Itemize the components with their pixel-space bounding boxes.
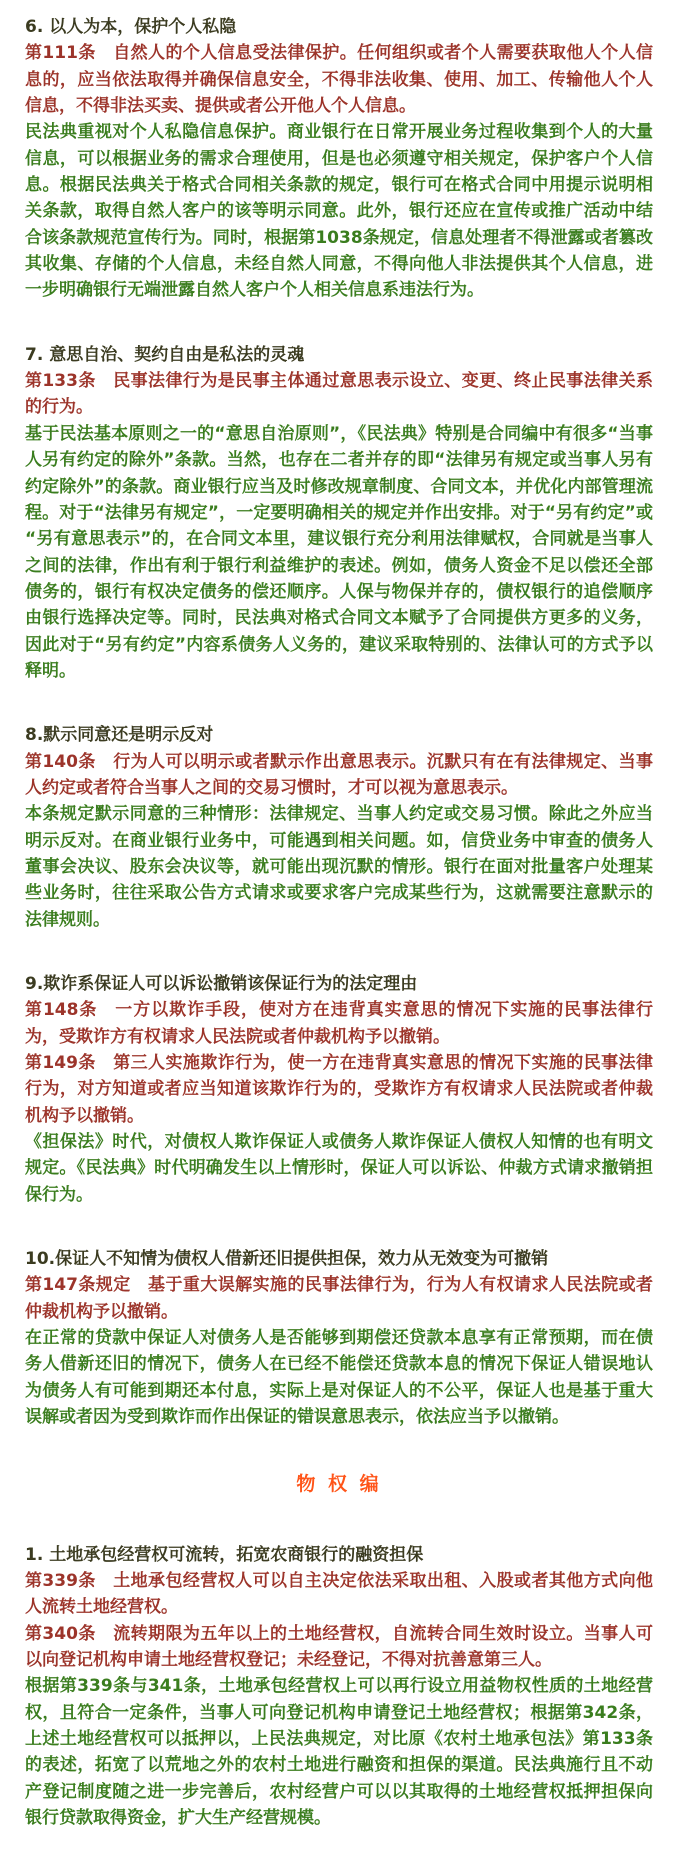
commentary-paragraph: 根据第339条与341条，土地承包经营权上可以再行设立用益物权性质的土地经营权，且符合一定条件，当事人可向登记机构申请登记土地经营权；根据第342条，上述土地经营权可以抵押以，上民法典规定，对比原《农村土地承包法》第133条的表述，拓宽了以荒地之外的农村土地进行融资和担保的渠道。民法典施行且不动产登记制度随之进一步完善后，农村经营户可以以其取得的土地经营权抵押担保向银行贷款取得资金，扩大生产经营规模。 <box>25 1676 653 1828</box>
section-heading: 9.欺诈系保证人可以诉讼撤销该保证行为的法定理由 <box>25 974 418 994</box>
law-article-paragraph: 第147条规定 基于重大误解实施的民事法律行为，行为人有权请求人民法院或者仲裁机构予以撤销。 <box>25 1275 653 1322</box>
section-implied-consent <box>25 722 653 933</box>
section-heading: 1. 土地承包经营权可流转，拓宽农商银行的融资担保 <box>25 1544 424 1565</box>
commentary-paragraph: 在正常的贷款中保证人对债务人是否能够到期偿还贷款本息享有正常预期，而在债务人借新还旧的情况下，债务人在已经不能偿还贷款本息的情况下保证人错误地认为债务人有可能到期还本付息，实际上是对保证人的不公平，保证人也是基于重大误解或者因为受到欺诈而作出保证的错误意思表示，依法应当予以撤销。 <box>25 1328 653 1428</box>
section-heading: 7. 意思自治、契约自由是私法的灵魂 <box>25 344 305 365</box>
section-unwitting-guarantor <box>25 1246 653 1430</box>
section-privacy <box>25 14 653 304</box>
law-article-paragraph: 第140条 行为人可以明示或者默示作出意思表示。沉默只有在有法律规定、当事人约定或者符合当事人之间的交易习惯时，才可以视为意思表示。 <box>25 751 653 798</box>
law-article-paragraph: 第133条 民事法律行为是民事主体通过意思表示设立、变更、终止民事法律关系的行为。 <box>25 371 653 418</box>
commentary-paragraph: 《担保法》时代，对债权人欺诈保证人或债务人欺诈保证人债权人知情的也有明文规定。《民法典》时代明确发生以上情形时，保证人可以诉讼、仲裁方式请求撤销担保行为。 <box>25 1132 653 1205</box>
law-article-paragraph: 第111条 自然人的个人信息受法律保护。任何组织或者个人需要获取他人个人信息的，应当依法取得并确保信息安全，不得非法收集、使用、加工、传输他人个人信息，不得非法买卖、提供或者公开他人个人信息。 <box>25 43 653 117</box>
part-title-property-rights: 物 权 编 <box>296 1472 382 1495</box>
law-article-paragraph: 第340条 流转期限为五年以上的土地经营权，自流转合同生效时设立。当事人可以向登记机构申请土地经营权登记；未经登记，不得对抗善意第三人。 <box>25 1623 653 1670</box>
section-fraud-guarantee <box>25 971 653 1208</box>
law-article-paragraph: 第149条 第三人实施欺诈行为，使一方在违背真实意思的情况下实施的民事法律行为，对方知道或者应当知道该欺诈行为的，受欺诈方有权请求人民法院或者仲裁机构予以撤销。 <box>25 1053 653 1126</box>
commentary-paragraph: 本条规定默示同意的三种情形：法律规定、当事人约定或交易习惯。除此之外应当明示反对。在商业银行业务中，可能遇到相关问题。如，信贷业务中审查的债务人董事会决议、股东会决议等，就可能出现沉默的情形。银行在面对批量客户处理某些业务时，往往采取公告方式请求或要求客户完成某些行为，这就需要注意默示的法律规则。 <box>25 804 653 930</box>
law-article-paragraph: 第148条 一方以欺诈手段，使对方在违背真实意思的情况下实施的民事法律行为，受欺诈方有权请求人民法院或者仲裁机构予以撤销。 <box>25 1000 653 1047</box>
section-autonomy <box>25 342 653 684</box>
section-heading: 10.保证人不知情为债权人借新还旧提供担保，效力从无效变为可撤销 <box>25 1249 549 1270</box>
section-heading: 8.默示同意还是明示反对 <box>25 725 214 746</box>
commentary-paragraph: 民法典重视对个人私隐信息保护。商业银行在日常开展业务过程收集到个人的大量信息，可以根据业务的需求合理使用，但是也必须遵守相关规定，保护客户个人信息。根据民法典关于格式合同相关条款的规定，银行可在格式合同中用提示说明相关条款，取得自然人客户的该等明示同意。此外，银行还应在宣传或推广活动中结合该条款规范宣传行为。同时，根据第1038条规定，信息处理者不得泄露或者篡改其收集、存储的个人信息，未经自然人同意，不得向他人非法提供其个人信息，进一步明确银行无端泄露自然人客户个人相关信息系违法行为。 <box>25 122 653 301</box>
section-land-contract-rights <box>25 1542 653 1832</box>
commentary-paragraph: 基于民法基本原则之一的“意思自治原则”，《民法典》特别是合同编中有很多“当事人另有约定的除外”条款。当然，也存在二者并存的即“法律另有规定或当事人另有约定除外”的条款。商业银行应当及时修改规章制度、合同文本，并优化内部管理流程。对于“法律另有规定”，一定要明确相关的规定并作出安排。对于“另有约定”或“另有意思表示”的，在合同文本里，建议银行充分利用法律赋权，合同就是当事人之间的法律，作出有利于银行利益维护的表述。例如，债务人资金不足以偿还全部债务的，银行有权决定债务的偿还顺序。人保与物保并存的，债权银行的追偿顺序由银行选择决定等。同时，民法典对格式合同文本赋予了合同提供方更多的义务，因此对于“另有约定”内容系债务人义务的，建议采取特别的、法律认可的方式予以释明。 <box>25 423 653 681</box>
section-heading: 6. 以人为本，保护个人私隐 <box>25 17 237 37</box>
law-article-paragraph: 第339条 土地承包经营权人可以自主决定依法采取出租、入股或者其他方式向他人流转土地经营权。 <box>25 1570 653 1618</box>
